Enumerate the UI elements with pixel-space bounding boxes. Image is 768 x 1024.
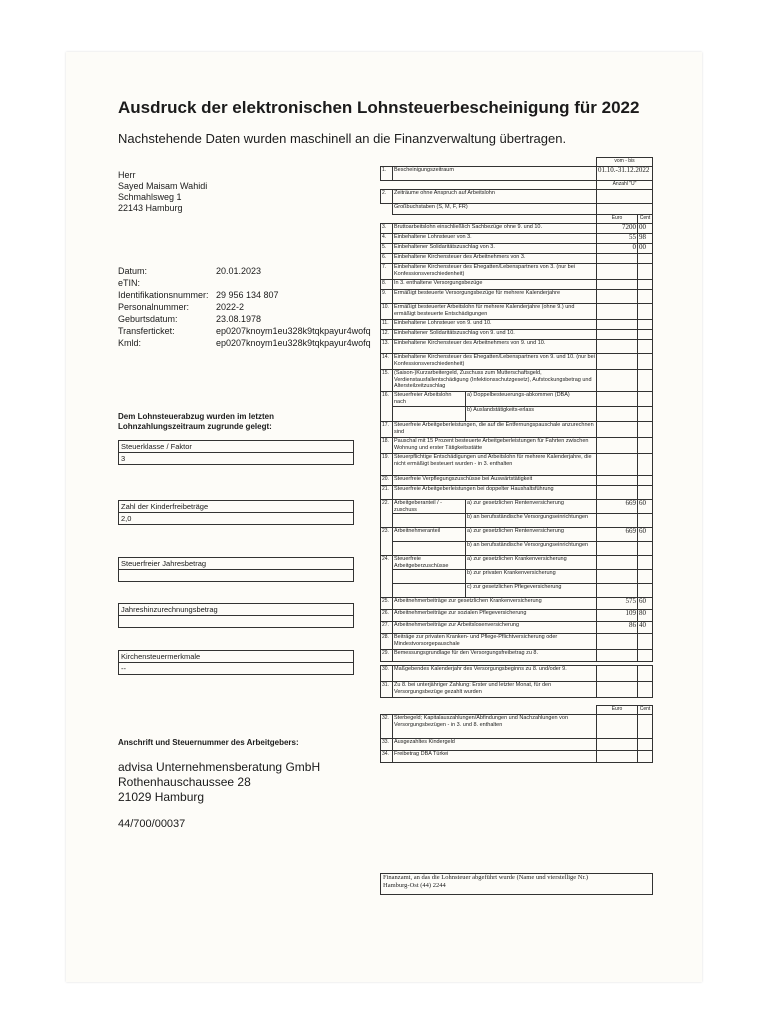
box-value	[119, 570, 353, 581]
cent-value	[638, 340, 653, 354]
sub-label: c) zur gesetzlichen Pflegeversicherung	[467, 584, 562, 590]
table-row	[381, 598, 653, 610]
euro-value: 109	[597, 610, 638, 622]
lohnsteuer-form-table	[380, 157, 653, 763]
recipient-street: Schmahlsweg 1	[118, 192, 182, 202]
info-label: Datum:	[118, 266, 148, 276]
table-row	[381, 224, 653, 234]
row-label: Steuerpflichtige Entschädigungen und Arbeitslohn für mehrere Kalenderjahre, die nicht ermäßigt besteuert wurden - in 3. enthalten	[393, 454, 597, 476]
table-row	[381, 190, 653, 204]
cent-value	[638, 751, 653, 763]
col-cent: Cent	[638, 215, 653, 224]
box-value	[119, 616, 353, 627]
cent-value	[638, 407, 653, 422]
cent-value	[638, 542, 653, 556]
euro-value	[597, 751, 638, 763]
table-row	[381, 304, 653, 320]
table-row	[381, 682, 653, 698]
cent-value	[638, 422, 653, 438]
cent-value: 60	[638, 598, 653, 610]
row-number: 8.	[381, 280, 393, 290]
row-number: 33.	[381, 739, 393, 751]
table-row	[381, 290, 653, 304]
cent-value: 00	[638, 244, 653, 254]
box-label: Jahreshinzurechnungsbetrag	[119, 604, 353, 616]
info-value: 29 956 134 807	[216, 290, 279, 300]
info-label: Kmld:	[118, 338, 142, 348]
cent-value	[638, 570, 653, 584]
row-number: 3.	[381, 224, 393, 234]
table-row	[381, 486, 653, 500]
cent-value	[638, 739, 653, 751]
jahreshinzurechnungsbetrag-box	[118, 603, 354, 628]
recipient-address	[118, 170, 207, 214]
salutation: Herr	[118, 170, 136, 180]
euro-value: 669	[597, 500, 638, 514]
row-number: 31.	[381, 682, 393, 698]
info-value: 2022-2	[216, 302, 245, 312]
box-label: Kirchensteuermerkmale	[119, 651, 353, 663]
euro-value	[597, 304, 638, 320]
table-row	[381, 542, 653, 556]
row-number: 23.	[381, 528, 393, 556]
table-row	[381, 392, 653, 407]
row-number: 2.	[381, 190, 393, 204]
row-number: 22.	[381, 500, 393, 528]
row-label: Bescheinigungszeitraum	[393, 167, 597, 181]
cent-value	[638, 280, 653, 290]
table-row	[381, 354, 653, 370]
table-row	[381, 320, 653, 330]
recipient-name: Sayed Maisam Wahidi	[118, 181, 208, 191]
sub-label: b) an berufsständische Versorgungseinrichtungen	[467, 514, 589, 520]
cent-value	[638, 682, 653, 698]
cent-value	[638, 486, 653, 500]
row-number: 20.	[381, 476, 393, 486]
table-row	[381, 181, 653, 190]
row-label: Sterbegeld; Kapitalauszahlungen/Abfindungen und Nachzahlungen von Versorgungsbezügen - in 3. und 8. enthalten	[393, 715, 597, 739]
table-row	[381, 454, 653, 476]
finanzamt-value: Hamburg-Ost (44) 2244	[383, 882, 446, 889]
info-value: ep0207knoym1eu328k9tqkpayur4wofq	[216, 338, 371, 348]
row-label: Zeiträume ohne Anspruch auf Arbeitslohn	[393, 190, 597, 204]
group-label: Steuerfreie Arbeitgeberzuschüsse	[394, 556, 449, 569]
row-label: Arbeitnehmerbeiträge zur Arbeitslosenversicherung	[393, 622, 597, 634]
info-value: ep0207knoym1eu328k9tqkpayur4wofq	[216, 326, 371, 336]
sub-label: a) Doppelbesteuerungs-abkommen (DBA)	[467, 392, 570, 398]
row-number: 30.	[381, 666, 393, 682]
cent-value	[638, 476, 653, 486]
table-row	[381, 244, 653, 254]
row-label: Ausgezahltes Kindergeld	[393, 739, 597, 751]
table-row	[381, 715, 653, 739]
employer-heading: Anschrift und Steuernummer des Arbeitgebers:	[118, 738, 299, 747]
info-row	[118, 325, 371, 337]
row-number: 26.	[381, 610, 393, 622]
table-row	[381, 570, 653, 584]
table-row	[381, 438, 653, 454]
table-row	[381, 528, 653, 542]
euro-value: 575	[597, 598, 638, 610]
table-row	[381, 476, 653, 486]
col-cent: Cent	[638, 706, 653, 715]
kinderfreibetraege-box	[118, 500, 354, 525]
steuerfreier-jahresbetrag-box	[118, 557, 354, 582]
row-label: In 3. enthaltene Versorgungsbezüge	[393, 280, 597, 290]
cent-value	[638, 514, 653, 528]
info-block	[118, 265, 371, 349]
employer-name: advisa Unternehmensberatung GmbH	[118, 760, 321, 774]
sub-label: a) zur gesetzlichen Krankenversicherung	[467, 556, 567, 562]
euro-value	[597, 650, 638, 662]
table-row	[381, 634, 653, 650]
info-value: 23.08.1978	[216, 314, 262, 324]
row-number: 5.	[381, 244, 393, 254]
cent-value	[638, 290, 653, 304]
finanzamt-box	[380, 873, 653, 895]
table-row	[381, 330, 653, 340]
table-row	[381, 610, 653, 622]
row-label: Maßgebendes Kalenderjahr des Versorgungsbeginns zu 8. und/oder 9.	[393, 666, 597, 682]
row-label: Ermäßigt besteuerte Versorgungsbezüge für mehrere Kalenderjahre	[393, 290, 597, 304]
euro-value	[597, 584, 638, 598]
info-label: Identifikationsnummer:	[118, 290, 209, 300]
employer-street: Rothenhauschaussee 28	[118, 775, 251, 789]
table-row	[381, 751, 653, 763]
grossbuchstaben-label: Großbuchstaben (S, M, F, FR)	[393, 204, 597, 215]
row-number: 15.	[381, 370, 393, 392]
euro-value	[597, 354, 638, 370]
info-row	[118, 301, 371, 313]
row-label: Bemessungsgrundlage für den Versorgungsfreibetrag zu 8.	[393, 650, 597, 662]
table-row	[381, 158, 653, 167]
row-number: 7.	[381, 264, 393, 280]
cent-value	[638, 392, 653, 407]
table-row	[381, 556, 653, 570]
col-vom-bis: vom - bis	[597, 158, 653, 167]
euro-value	[597, 422, 638, 438]
info-row	[118, 289, 371, 301]
box-label: Steuerklasse / Faktor	[119, 441, 353, 453]
row-label: Einbehaltene Lohnsteuer von 3.	[393, 234, 597, 244]
cent-value	[638, 584, 653, 598]
row-label: Zu 8. bei unterjähriger Zahlung: Erster und letzter Monat, für den Versorgungsbezüge gezahlt wurden	[393, 682, 597, 698]
cent-value: 40	[638, 622, 653, 634]
cent-value: 60	[638, 500, 653, 514]
steuerklasse-box	[118, 440, 354, 465]
row-number: 11.	[381, 320, 393, 330]
euro-value	[597, 330, 638, 340]
info-value: 20.01.2023	[216, 266, 262, 276]
table-row	[381, 167, 653, 181]
table-row	[381, 264, 653, 280]
row-number: 19.	[381, 454, 393, 476]
row-label: Steuerfreie Arbeitgeberleistungen, die auf die Entfernungspauschale anzurechnen sind	[393, 422, 597, 438]
info-label: eTIN:	[118, 278, 141, 288]
sub-label: b) an berufsständische Versorgungseinrichtungen	[467, 542, 589, 548]
euro-value	[597, 682, 638, 698]
form-body	[381, 158, 653, 763]
table-row	[381, 666, 653, 682]
row-number: 29.	[381, 650, 393, 662]
cent-value	[638, 304, 653, 320]
euro-value	[597, 666, 638, 682]
table-row	[381, 370, 653, 392]
group-label: Arbeitnehmeranteil	[394, 528, 441, 534]
row-number: 13.	[381, 340, 393, 354]
document-title: Ausdruck der elektronischen Lohnsteuerbescheinigung für 2022	[118, 98, 640, 117]
row-number: 25.	[381, 598, 393, 610]
euro-value	[597, 514, 638, 528]
row-label: Bruttoarbeitslohn einschließlich Sachbezüge ohne 9. und 10.	[393, 224, 597, 234]
document-subtitle: Nachstehende Daten wurden maschinell an die Finanzverwaltung übertragen.	[118, 131, 567, 146]
euro-value	[597, 486, 638, 500]
sub-label: a) zur gesetzlichen Rentenversicherung	[467, 500, 564, 506]
cent-value: 98	[638, 234, 653, 244]
info-row	[118, 337, 371, 349]
recipient-city: 22143 Hamburg	[118, 203, 183, 213]
cent-value: 00	[638, 224, 653, 234]
group-label: Arbeitgeberanteil / -zuschuss	[394, 500, 442, 513]
euro-value	[597, 454, 638, 476]
euro-value	[597, 476, 638, 486]
row-label: Steuerfreie Arbeitgeberleistungen bei doppelter Haushaltsführung	[393, 486, 597, 500]
table-row	[381, 254, 653, 264]
kirchensteuermerkmale-box	[118, 650, 354, 675]
row-number: 17.	[381, 422, 393, 438]
euro-value	[597, 634, 638, 650]
row-label: Pauschal mit 15 Prozent besteuerte Arbeitgeberleistungen für Fahrten zwischen Wohnung und erster Tätigkeitsstätte	[393, 438, 597, 454]
row-label: Beiträge zur privaten Kranken- und Pflege-Pflichtversicherung oder Mindestvorsorgepauschale	[393, 634, 597, 650]
table-row	[381, 650, 653, 662]
cent-value	[638, 666, 653, 682]
info-row	[118, 313, 371, 325]
row-label: Einbehaltene Kirchensteuer des Arbeitnehmers von 9. und 10.	[393, 340, 597, 354]
row-label: Ermäßigt besteuerter Arbeitslohn für mehrere Kalenderjahre (ohne 9.) und ermäßigt besteuerte Entschädigungen	[393, 304, 597, 320]
euro-value	[597, 438, 638, 454]
row-number: 32.	[381, 715, 393, 739]
row-number: 24.	[381, 556, 393, 598]
info-label: Transferticket:	[118, 326, 175, 336]
sub-label: b) Auslandstätigkeits-erlass	[467, 407, 534, 413]
table-row	[381, 340, 653, 354]
table-row	[381, 280, 653, 290]
sub-label: a) zur gesetzlichen Rentenversicherung	[467, 528, 564, 534]
euro-value	[597, 340, 638, 354]
row-label: (Saison-)Kurzarbeitergeld, Zuschuss zum Mutterschaftsgeld, Verdienstausfallentschädigung (Infektionsschutzgesetz), Aufstockungsbetrag und Altersteilzeitzuschlag	[393, 370, 597, 392]
cent-value	[638, 715, 653, 739]
row-label: Arbeitnehmerbeiträge zur gesetzlichen Krankenversicherung	[393, 598, 597, 610]
euro-value	[597, 392, 638, 407]
euro-value	[597, 280, 638, 290]
box-value: 2,0	[121, 514, 132, 523]
euro-value: 7200	[597, 224, 638, 234]
euro-value: 86	[597, 622, 638, 634]
cent-value	[638, 650, 653, 662]
box-value: 3	[121, 454, 126, 463]
euro-value	[597, 570, 638, 584]
euro-value	[597, 715, 638, 739]
row-label: Einbehaltene Lohnsteuer von 9. und 10.	[393, 320, 597, 330]
col-euro: Euro	[597, 706, 638, 715]
lohnzahlung-heading: Dem Lohnsteuerabzug wurden im letzten Lohnzahlungszeitraum zugrunde gelegt:	[118, 412, 275, 431]
cent-value	[638, 254, 653, 264]
row-number: 27.	[381, 622, 393, 634]
table-row	[381, 706, 653, 715]
cent-value	[638, 264, 653, 280]
euro-value	[597, 739, 638, 751]
euro-value	[597, 542, 638, 556]
euro-value	[597, 407, 638, 422]
employer-tax-number: 44/700/00037	[118, 818, 186, 830]
cent-value	[638, 320, 653, 330]
euro-value	[597, 320, 638, 330]
row-label: Steuerfreie Verpflegungszuschüsse bei Auswärtstätigkeit	[393, 476, 597, 486]
table-row	[381, 500, 653, 514]
box-value: --	[121, 664, 126, 673]
row-number: 4.	[381, 234, 393, 244]
cent-value: 60	[638, 528, 653, 542]
row-number: 6.	[381, 254, 393, 264]
euro-value: 0	[597, 244, 638, 254]
row-number: 9.	[381, 290, 393, 304]
row-label: Einbehaltener Solidaritätszuschlag von 9. und 10.	[393, 330, 597, 340]
sub-label: b) zur privaten Krankenversicherung	[467, 570, 556, 576]
row-number: 21.	[381, 486, 393, 500]
table-row	[381, 204, 653, 215]
euro-value	[597, 264, 638, 280]
row-label: Einbehaltene Kirchensteuer des Ehegatten/Lebenspartners von 9. und 10. (nur bei Konfessionsverschiedenheit)	[393, 354, 597, 370]
row-label: Einbehaltene Kirchensteuer des Ehegatten/Lebenspartners von 3. (nur bei Konfessionsverschiedenheit)	[393, 264, 597, 280]
row-number: 12.	[381, 330, 393, 340]
cent-value	[638, 634, 653, 650]
row-label: Freibetrag DBA Türkei	[393, 751, 597, 763]
cent-value	[638, 454, 653, 476]
table-row	[381, 422, 653, 438]
info-row	[118, 265, 371, 277]
euro-value	[597, 370, 638, 392]
cent-value	[638, 438, 653, 454]
row-number: 34.	[381, 751, 393, 763]
info-label: Geburtsdatum:	[118, 314, 178, 324]
table-row	[381, 234, 653, 244]
euro-value	[597, 254, 638, 264]
table-row	[381, 215, 653, 224]
col-anzahl: Anzahl "U"	[597, 181, 653, 190]
info-row	[118, 277, 371, 289]
box-label: Steuerfreier Jahresbetrag	[119, 558, 353, 570]
group-label: Steuerfreier Arbeitslohn nach	[394, 392, 452, 405]
col-euro: Euro	[597, 215, 638, 224]
euro-value	[597, 556, 638, 570]
row-label: Einbehaltener Solidaritätszuschlag von 3.	[393, 244, 597, 254]
euro-value: 669	[597, 528, 638, 542]
row-number: 28.	[381, 634, 393, 650]
row-number: 10.	[381, 304, 393, 320]
cent-value	[638, 354, 653, 370]
table-row	[381, 407, 653, 422]
cent-value: 80	[638, 610, 653, 622]
cent-value	[638, 330, 653, 340]
euro-value	[597, 290, 638, 304]
bescheinigungszeitraum-value: 01.10.-31.12.2022	[597, 167, 653, 181]
info-label: Personalnummer:	[118, 302, 190, 312]
row-number: 16.	[381, 392, 393, 422]
box-label: Zahl der Kinderfreibeträge	[119, 501, 353, 513]
table-row	[381, 622, 653, 634]
finanzamt-label: Finanzamt, an das die Lohnsteuer abgeführt wurde (Name und vierstellige Nr.)	[383, 874, 589, 881]
row-label: Arbeitnehmerbeiträge zur sozialen Pflegeversicherung	[393, 610, 597, 622]
row-number: 1.	[381, 167, 393, 181]
row-number: 14.	[381, 354, 393, 370]
table-row	[381, 739, 653, 751]
cent-value	[638, 556, 653, 570]
cent-value	[638, 370, 653, 392]
employer-city: 21029 Hamburg	[118, 790, 205, 804]
row-label: Einbehaltene Kirchensteuer des Arbeitnehmers von 3.	[393, 254, 597, 264]
table-row	[381, 584, 653, 598]
table-row	[381, 514, 653, 528]
employer-address	[118, 760, 320, 805]
euro-value: 55	[597, 234, 638, 244]
row-number: 18.	[381, 438, 393, 454]
